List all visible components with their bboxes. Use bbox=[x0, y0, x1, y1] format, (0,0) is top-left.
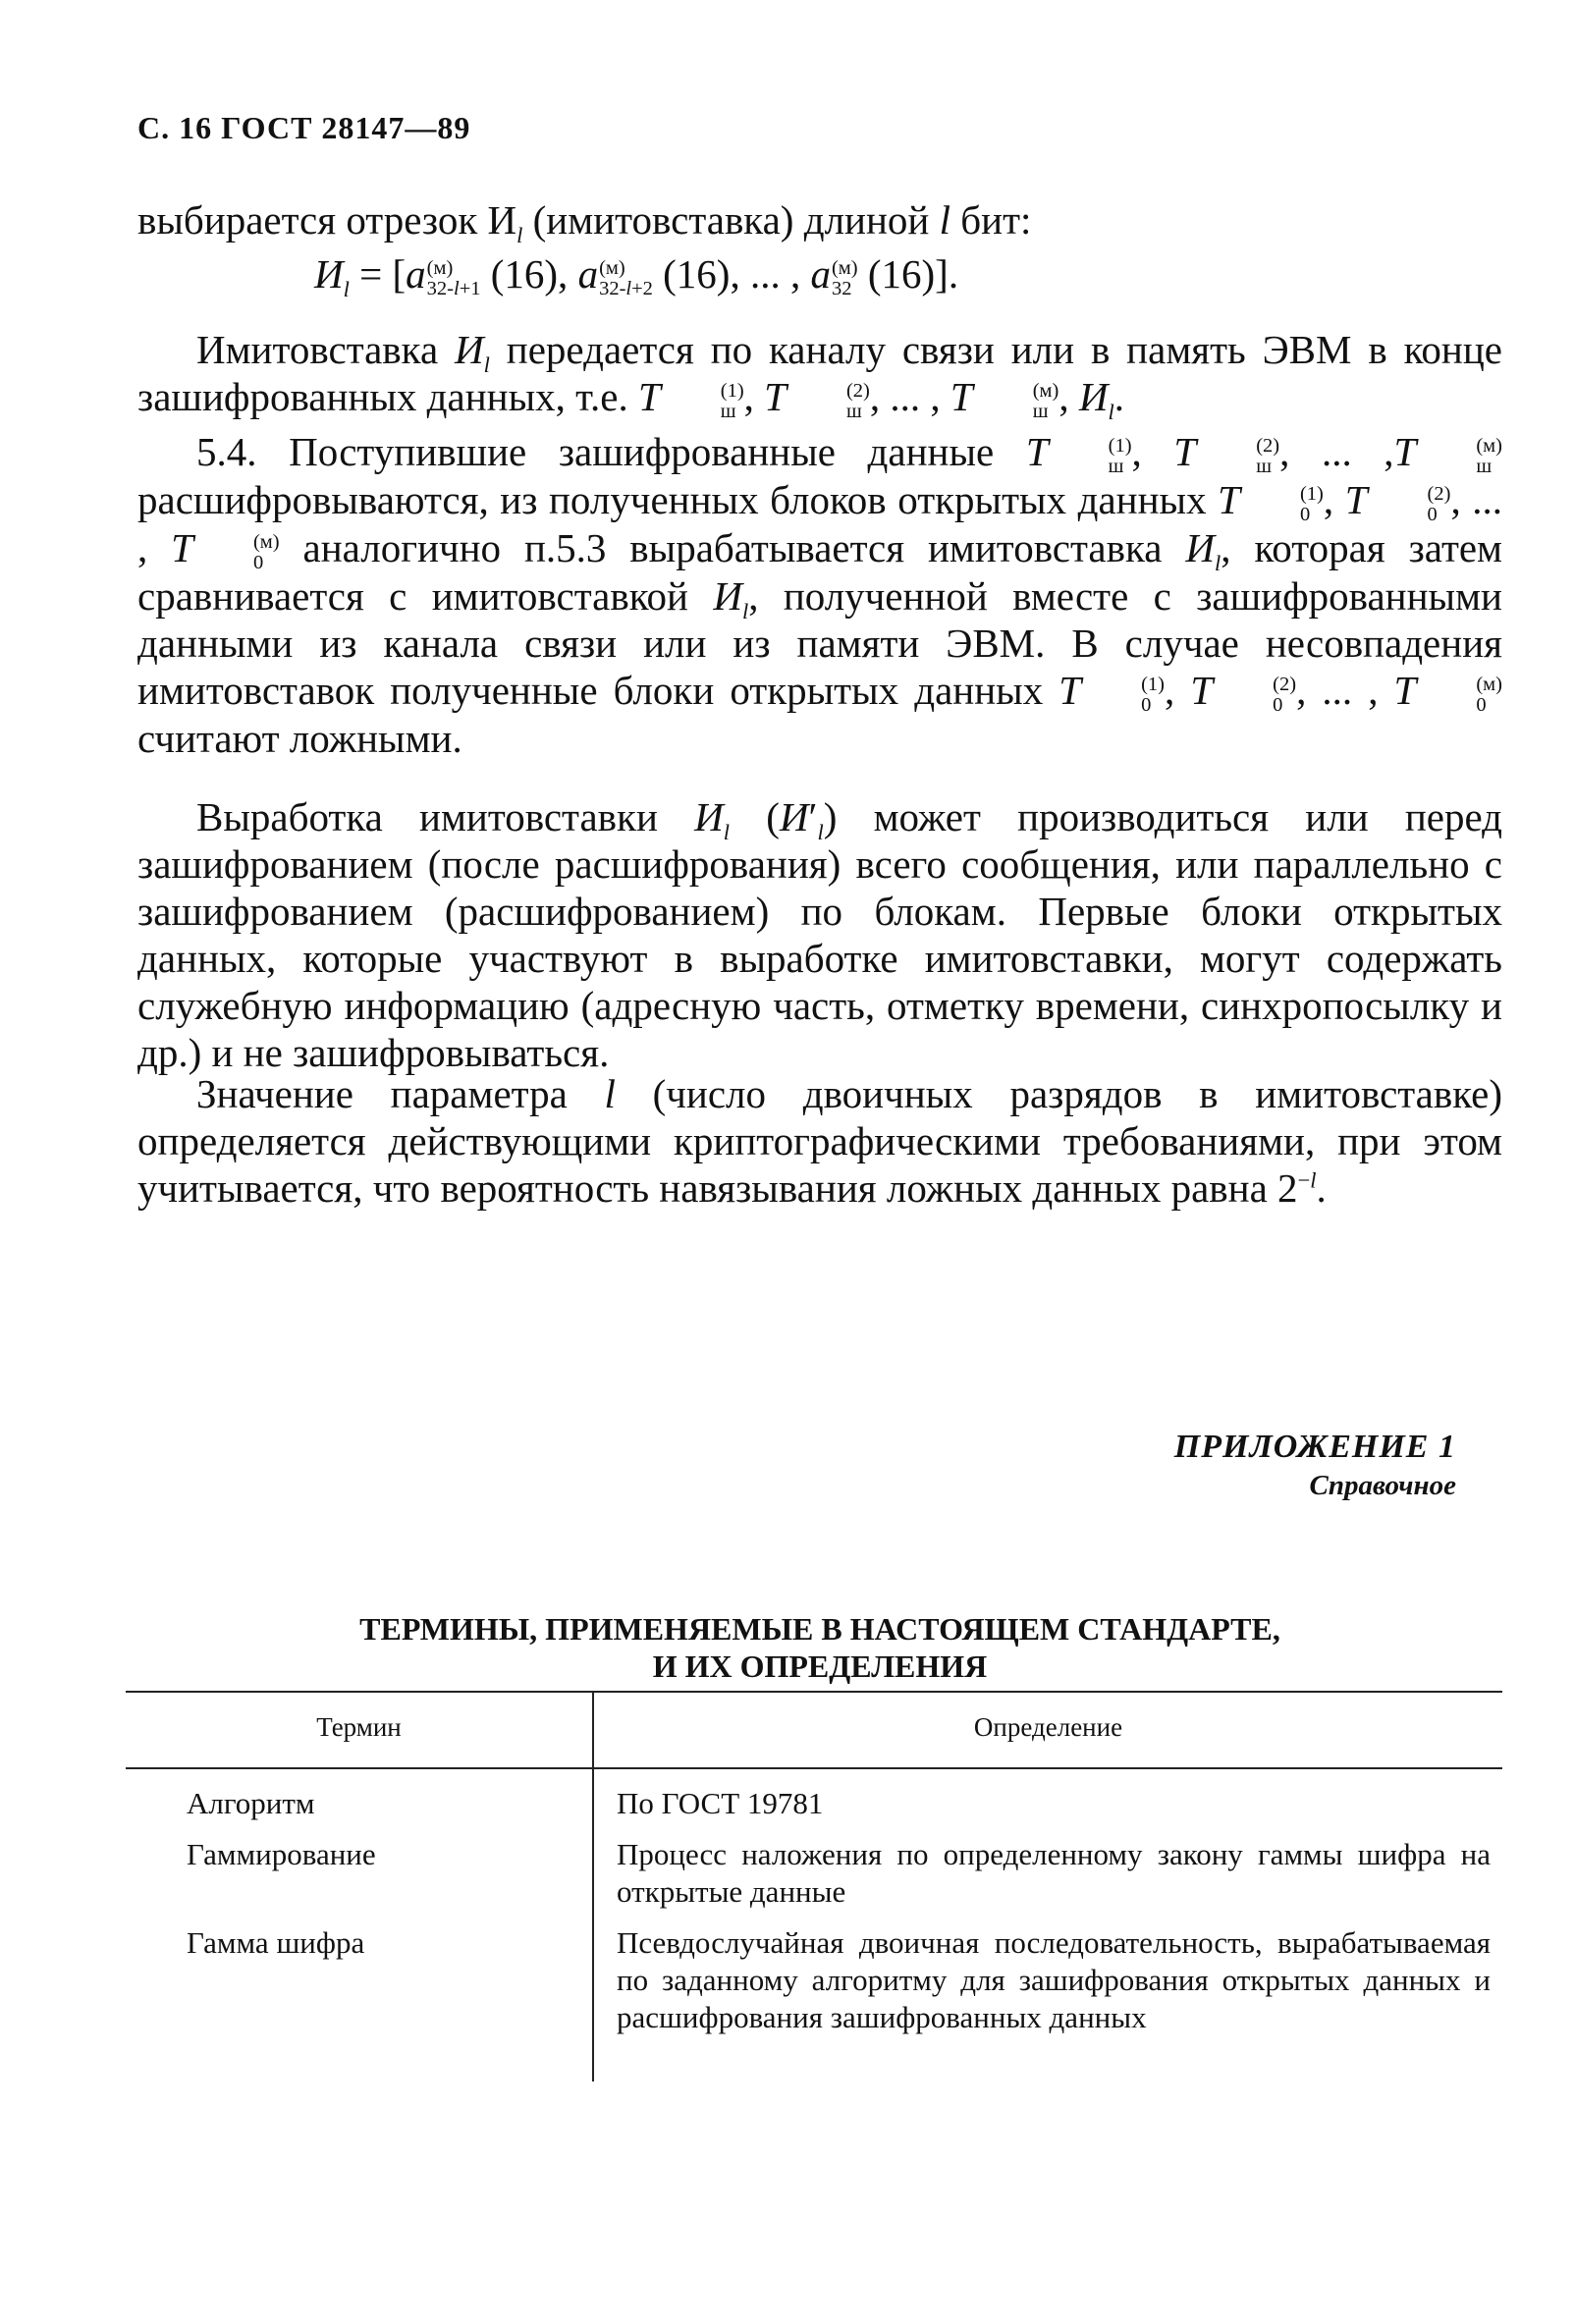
table-top-rule bbox=[126, 1691, 1502, 1693]
appendix-label: ПРИЛОЖЕНИЕ 1 bbox=[1173, 1429, 1456, 1465]
paragraph-5-4: 5.4. Поступившие зашифрованные данные T (1) ш , T (2) ш , ... ,T (м) ш расшифровываются, из полученных блоков открытых данных T (1) 0 , T (2) 0 , ... , T (м) 0 аналогично п.5.3 вырабатывается имитовставка $И_l$, которая затем сравнивается с имитовставкой $И_l$, полученной вместе с зашифрованными данными из канала связи или из памяти ЭВМ. В случае несовпадения имитовставок полученные блоки открытых данных T (1) 0 , T (2) 0 , ... , T (м) 0 считают ложными. bbox=[137, 429, 1503, 762]
table-header-rule bbox=[126, 1767, 1502, 1769]
appendix-heading bbox=[1174, 1429, 1456, 1502]
table-row-term: Алгоритм bbox=[187, 1786, 315, 1820]
header-term: Термин bbox=[316, 1712, 402, 1742]
appendix-type: Справочное bbox=[1309, 1470, 1456, 1501]
formula: $И_l = [a$ (м) 32-l+1 (16), a (м) 32-l+2 (16), ... , a (м) 32 (16)]. bbox=[314, 251, 959, 302]
table-row-term: Гаммирование bbox=[187, 1837, 376, 1871]
section-title: ТЕРМИНЫ, ПРИМЕНЯЕМЫЕ В НАСТОЯЩЕМ СТАНДАРТЕ, И ИХ ОПРЕДЕЛЕНИЯ bbox=[359, 1611, 1280, 1684]
table-row-definition: Процесс наложения по определенному закону гаммы шифра на открытые данные bbox=[617, 1837, 1491, 1909]
header-definition: Определение bbox=[973, 1712, 1123, 1742]
paragraph-5: Значение параметра l (число двоичных разрядов в имитовставке) определяется действующими криптографическими требованиями, при этом учитывается, что вероятность навязывания ложных данных равна $2^{-l}$. bbox=[137, 1071, 1502, 1211]
p1-text: выбирается отрезок И bbox=[137, 197, 517, 243]
table-column-divider bbox=[592, 1691, 594, 2081]
paragraph-2: Имитовставка $И_l$ передается по каналу связи или в память ЭВМ в конце зашифрованных данных, т.е. T (1) ш , T (2) ш , ... , T (м) ш , $И_l$. bbox=[137, 327, 1502, 425]
paragraph-4: Выработка имитовставки $И_l$ $(И'_l)$ может производиться или перед зашифрованием (после расшифрования) всего сообщения, или параллельно с зашифрованием (расшифрованием) по блокам. Первые блоки открытых данных, которые участвуют в выработке имитовставки, могут содержать служебную информацию (адресную часть, отметку времени, синхропосылку и др.) и не зашифровываться. bbox=[137, 794, 1503, 1075]
table-row-definition: По ГОСТ 19781 bbox=[617, 1786, 824, 1820]
paragraph-intro: выбирается отрезок $И_l$ (имитовставка) длиной l бит: bbox=[137, 197, 1032, 248]
table-row-definition: Псевдослучайная двоичная последовательность, вырабатываемая по заданному алгоритму для зашифрования открытых данных и расшифрования зашифрованных данных bbox=[617, 1925, 1491, 2034]
table-row-term: Гамма шифра bbox=[187, 1925, 365, 1960]
page-header: С. 16 ГОСТ 28147—89 bbox=[137, 110, 471, 145]
